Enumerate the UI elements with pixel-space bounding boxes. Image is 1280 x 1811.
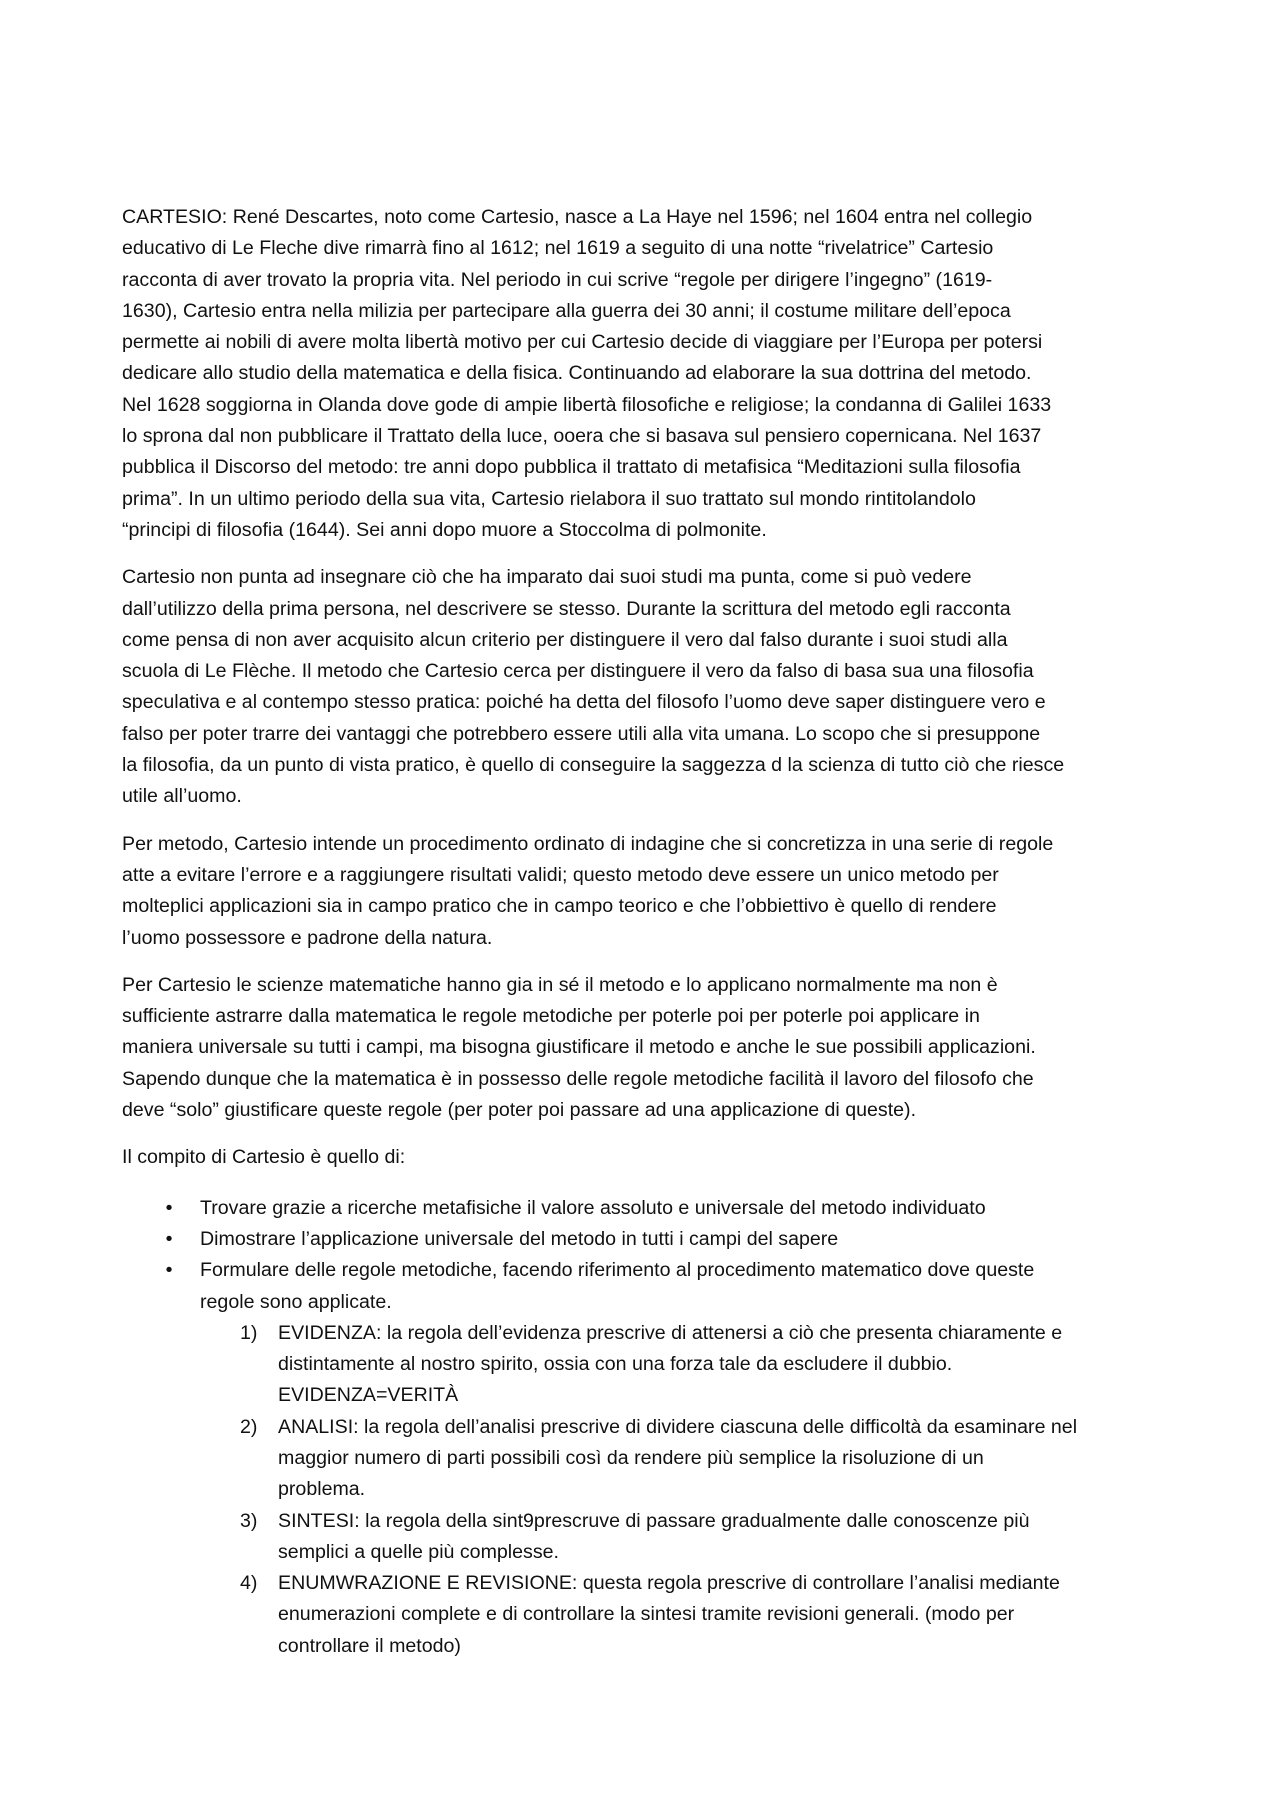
text-line: la filosofia, da un punto di vista pratico, è quello di conseguire la saggezza d la scienza di tutto ciò che riesce: [122, 754, 1065, 777]
text-line: atte a evitare l’errore e a raggiungere risultati validi; questo metodo deve essere un unico metodo per: [122, 863, 999, 886]
rule-item: [122, 1506, 1162, 1569]
text-line: Nel 1628 soggiorna in Olanda dove gode di ampie libertà filosofiche e religiose; la condanna di Galilei 1633: [122, 393, 1052, 416]
bullet-item: [122, 1255, 1162, 1318]
text-line: utile all’uomo.: [122, 785, 242, 808]
rule-number: 3): [240, 1509, 258, 1532]
text-line: enumerazioni complete e di controllare la sintesi tramite revisioni generali. (modo per: [278, 1603, 1015, 1626]
text-line: ENUMWRAZIONE E REVISIONE: questa regola prescrive di controllare l’analisi mediante: [278, 1572, 1060, 1595]
bullet-item: [122, 1193, 1162, 1224]
rule-number: 1): [240, 1321, 258, 1344]
text-line: maniera universale su tutti i campi, ma bisogna giustificare il metodo e anche le sue possibili applicazioni.: [122, 1036, 1036, 1059]
text-line: deve “solo” giustificare queste regole (per poter poi passare ad una applicazione di queste).: [122, 1099, 917, 1122]
paragraph: [122, 829, 1162, 954]
text-line: maggior numero di parti possibili così da rendere più semplice la risoluzione di un: [278, 1446, 984, 1469]
text-line: ANALISI: la regola dell’analisi prescrive di dividere ciascuna delle difficoltà da esaminare nel: [278, 1415, 1078, 1438]
text-line: problema.: [278, 1478, 366, 1501]
text-line: lo sprona dal non pubblicare il Trattato della luce, ooera che si basava sul pensiero copernicana. Nel 1637: [122, 425, 1042, 448]
text-line: molteplici applicazioni sia in campo pratico che in campo teorico e che l’obbiettivo è quello di rendere: [122, 895, 997, 918]
text-line: come pensa di non aver acquisito alcun criterio per distinguere il vero dal falso durante i suoi studi alla: [122, 628, 1008, 651]
text-line: sufficiente astrarre dalla matematica le regole metodiche per poterle poi per poterle poi applicare in: [122, 1005, 980, 1028]
text-line: 1630), Cartesio entra nella milizia per partecipare alla guerra dei 30 anni; il costume militare dell’epoca: [122, 299, 1011, 322]
text-line: Il compito di Cartesio è quello di:: [122, 1146, 406, 1169]
rule-item: [122, 1568, 1162, 1662]
bullet-item: [122, 1224, 1162, 1255]
paragraph: [122, 970, 1162, 1126]
rule-number: 2): [240, 1415, 258, 1438]
text-line: distintamente al nostro spirito, ossia con una forza tale da escludere il dubbio.: [278, 1353, 953, 1376]
text-line: Cartesio non punta ad insegnare ciò che ha imparato dai suoi studi ma punta, come si può vedere: [122, 566, 972, 589]
text-line: dall’utilizzo della prima persona, nel descrivere se stesso. Durante la scrittura del metodo egli racconta: [122, 597, 1011, 620]
text-line: Dimostrare l’applicazione universale del metodo in tutti i campi del sapere: [200, 1227, 839, 1250]
text-line: speculativa e al contempo stesso pratica: poiché ha detta del filosofo l’uomo deve saper distinguere vero e: [122, 691, 1046, 714]
text-line: racconta di aver trovato la propria vita. Nel periodo in cui scrive “regole per dirigere l’ingegno” (1619-: [122, 268, 993, 291]
text-line: Trovare grazie a ricerche metafisiche il valore assoluto e universale del metodo individuato: [200, 1196, 986, 1219]
text-line: educativo di Le Fleche dive rimarrà fino al 1612; nel 1619 a seguito di una notte “rivelatrice” Cartesio: [122, 237, 994, 260]
text-line: prima”. In un ultimo periodo della sua vita, Cartesio rielabora il suo trattato sul mondo rintitolandolo: [122, 487, 976, 510]
text-line: l’uomo possessore e padrone della natura.: [122, 926, 493, 949]
numbered-rule-list: [122, 1318, 1162, 1662]
text-line: semplici a quelle più complesse.: [278, 1540, 559, 1563]
rule-number: 4): [240, 1572, 258, 1595]
paragraph: [122, 562, 1162, 812]
text-line: pubblica il Discorso del metodo: tre anni dopo pubblica il trattato di metafisica “Meditazioni sulla filosofia: [122, 456, 1021, 479]
text-line: scuola di Le Flèche. Il metodo che Cartesio cerca per distinguere il vero da falso di basa sua una filosofia: [122, 660, 1034, 683]
text-line: CARTESIO: René Descartes, noto come Cartesio, nasce a La Haye nel 1596; nel 1604 entra nel collegio: [122, 206, 1033, 228]
document-body: [122, 202, 1162, 1662]
text-line: “principi di filosofia (1644). Sei anni dopo muore a Stoccolma di polmonite.: [122, 518, 767, 541]
text-line: Sapendo dunque che la matematica è in possesso delle regole metodiche facilità il lavoro del filosofo che: [122, 1067, 1034, 1090]
bullet-symbol: •: [165, 1259, 173, 1282]
text-line: falso per poter trarre dei vantaggi che potrebbero essere utili alla vita umana. Lo scopo che si presuppone: [122, 722, 1041, 745]
text-line: permette ai nobili di avere molta libertà motivo per cui Cartesio decide di viaggiare per l’Europa per potersi: [122, 331, 1043, 354]
text-line: EVIDENZA: la regola dell’evidenza prescrive di attenersi a ciò che presenta chiaramente e: [278, 1321, 1063, 1344]
bullet-symbol: •: [165, 1196, 173, 1219]
paragraph: [122, 202, 1162, 546]
bullet-symbol: •: [165, 1227, 173, 1250]
text-line: Per metodo, Cartesio intende un procedimento ordinato di indagine che si concretizza in una serie di regole: [122, 832, 1054, 855]
text-line: EVIDENZA=VERITÀ: [278, 1384, 459, 1407]
text-line: dedicare allo studio della matematica e della fisica. Continuando ad elaborare la sua dottrina del metodo.: [122, 362, 1032, 385]
text-line: Formulare delle regole metodiche, facendo riferimento al procedimento matematico dove queste: [200, 1259, 1035, 1282]
text-line: Per Cartesio le scienze matematiche hanno gia in sé il metodo e lo applicano normalmente ma non è: [122, 973, 998, 996]
text-line: regole sono applicate.: [200, 1290, 392, 1313]
paragraph: [122, 1142, 1162, 1173]
rule-item: [122, 1412, 1162, 1506]
text-line: controllare il metodo): [278, 1634, 461, 1657]
rule-item: [122, 1318, 1162, 1412]
text-line: SINTESI: la regola della sint9prescruve di passare gradualmente dalle conoscenze più: [278, 1509, 1030, 1532]
bullet-list: [122, 1193, 1162, 1318]
